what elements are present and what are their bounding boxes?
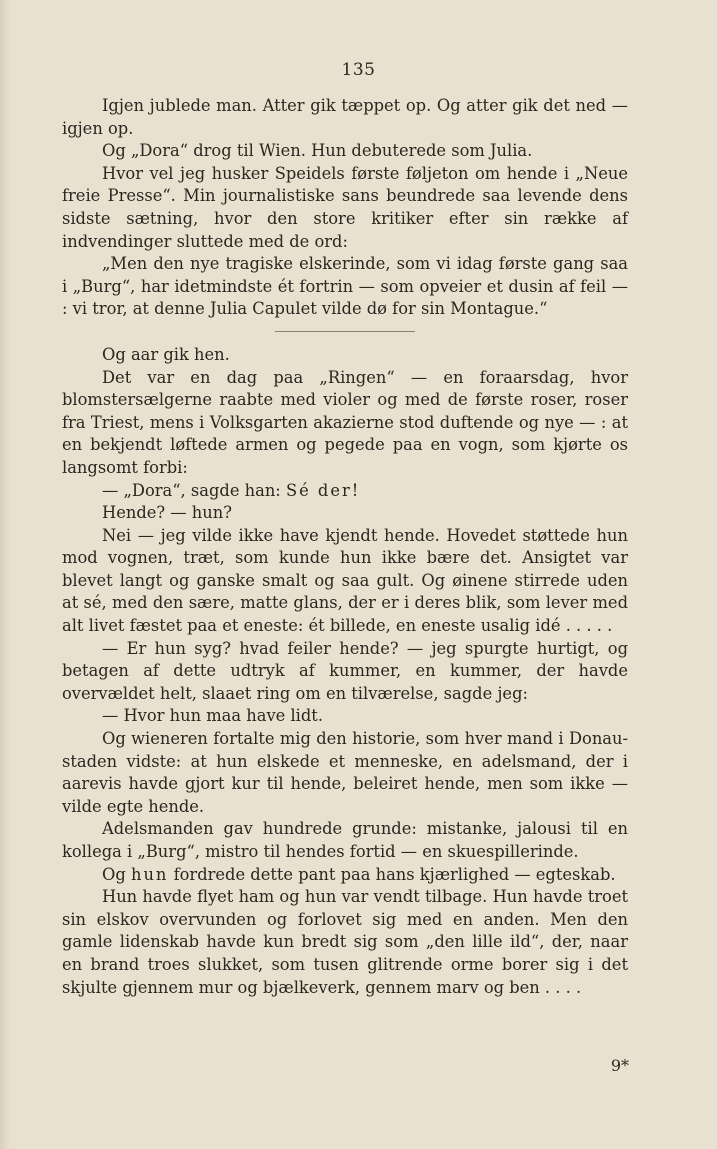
paragraph: Hun havde flyet ham og hun var vendt tilbage. Hun havde troet sin elskov overvunden og forlovet sig med en anden. Men den gamle lidenskab havde kun bredt sig som „den lille ild“, der, naar en brand troes slukket, som tusen glitrende orme borer sig i det skjulte gjennem mur og bjælkeverk, gennem marv og ben . . . . [62, 887, 628, 997]
paragraph: Hvor vel jeg husker Speidels første føljeton om hende i „Neue freie Presse“. Min journalistiske sans beundrede saa levende dens sidste sætning, hvor den store kritiker efter sin række af indvendinger sluttede med de ord: [62, 163, 628, 251]
paragraph: Hende? — hun? [102, 503, 232, 523]
paragraph-text: Og [102, 864, 131, 884]
paragraph: Og wieneren fortalte mig den historie, som hver mand i Donau-staden vidste: at hun elskede et menneske, en adelsmand, der i aarevis havde gjort kur til hende, beleiret hende, men som ikke — vilde egte hende. [62, 729, 628, 816]
dialogue-line: — Hvor hun maa have lidt. [102, 706, 324, 726]
emphasized-text: hun [130, 864, 169, 884]
dialogue-line [62, 480, 628, 503]
page-number: 135 [341, 60, 376, 80]
paragraph: Og „Dora“ drog til Wien. Hun debuterede som Julia. [102, 141, 533, 161]
emphasized-text: Sé der! [285, 480, 361, 500]
section-divider [275, 331, 415, 332]
paragraph: Igjen jublede man. Atter gik tæppet op. Og atter gik det ned — igjen op. [62, 96, 628, 138]
dialogue-text: — „Dora“, sagde han: [102, 480, 286, 500]
dialogue-line: — Er hun syg? hvad feiler hende? — jeg spurgte hurtigt, og betagen af dette udtryk af kummer, en kummer, der havde overvældet helt, slaaet ring om en tilværelse, sagde jeg: [62, 638, 628, 703]
page-binding-edge [0, 0, 10, 1149]
paragraph: Nei — jeg vilde ikke have kjendt hende. Hovedet støttede hun mod vognen, træt, som kunde hun ikke bære det. Ansigtet var blevet langt og ganske smalt og saa gult. Og øinene stirrede uden at sé, med den sære, matte glans, der er i deres blik, som lever med alt livet fæstet paa et eneste: ét billede, en eneste usalig idé . . . . . [62, 525, 628, 636]
paragraph [62, 864, 628, 887]
paragraph: Og aar gik hen. [102, 344, 230, 364]
paragraph-text: fordrede dette pant paa hans kjærlighed — egteskab. [168, 864, 616, 884]
review-quote: „Men den nye tragiske elskerinde, som vi idag første gang saa i „Burg“, har idetmindste ét fortrin — som opveier et dusin af feil — : vi tror, at denne Julia Capulet vilde dø for sin Montague.“ [62, 254, 628, 319]
signature-mark: 9* [610, 1056, 629, 1075]
paragraph: Adelsmanden gav hundrede grunde: mistanke, jalousi til en kollega i „Burg“, mistro til hendes fortid — en skuespillerinde. [62, 819, 628, 861]
paragraph: Det var en dag paa „Ringen“ — en foraarsdag, hvor blomstersælgerne raabte med violer og med de første roser, roser fra Triest, mens i Volksgarten akazierne stod duftende og nye — : at en bekjendt løftede armen og pegede paa en vogn, som kjørte os langsomt forbi: [62, 367, 628, 477]
body-text [62, 95, 628, 999]
